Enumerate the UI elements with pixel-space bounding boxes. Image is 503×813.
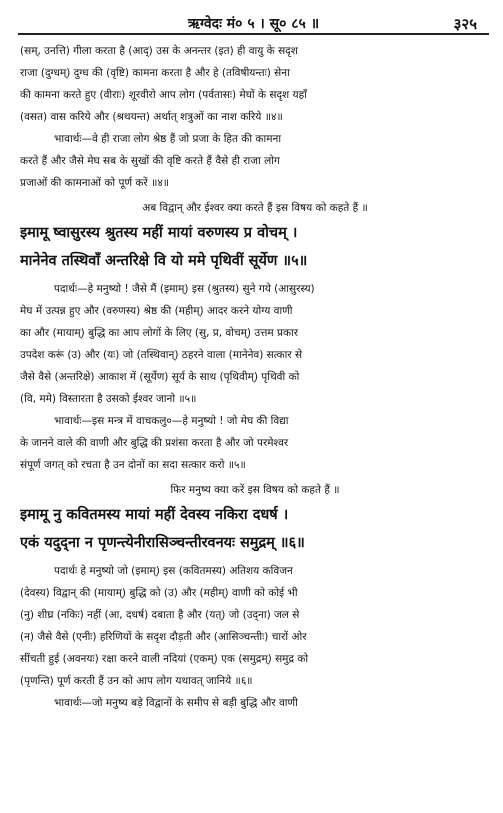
text-line: (नु) शीघ्र (नकिः) नहीं (आ, दधर्ष) दबाता है और (यत्) जो (उद्ना) जल से [20, 609, 300, 621]
bhavartha-line: भावार्थः—वे ही राजा लोग श्रेष्ठ हैं जो प्रजा के हित की कामना [54, 133, 282, 145]
page-number: ३२५ [453, 15, 477, 33]
page-body [20, 40, 490, 714]
page-header [0, 6, 503, 36]
text-line: (देवस्य) विद्वान् की (मायाम्) बुद्धि को (उ) और (महीम्) वाणी को कोई भी [20, 587, 298, 599]
text-line: (पृणन्ति) पूर्ण करती हैं उन को आप लोग यथावत् जानिये ॥६॥ [20, 675, 253, 687]
section-intro: फिर मनुष्य क्या करें इस विषय को कहते हैं ॥ [170, 484, 340, 496]
text-line: उपदेश करूं (उ) और (यः) जो (तस्थिवान्) ठहरने वाला (मानेनेव) सत्कार से [20, 349, 303, 361]
text-line: का और (मायाम्) बुद्धि का आप लोगों के लिए (सु, प्र, वोचम्) उत्तम प्रकार [20, 327, 299, 339]
text-line: (वि, ममे) विस्तारता है उसको ईश्वर जानो ॥५॥ [20, 393, 197, 405]
running-title: ऋग्वेदः मं० ५ । सू० ८५ ॥ [188, 16, 320, 32]
mantra-line: एकं यदुद्ना न पृणन्त्येनीरासिञ्चन्तीरवनयः समुद्रम् ॥६॥ [20, 535, 305, 551]
text-line: (सम्, उनत्ति) गीला करता है (आद्) उस के अनन्तर (इत) ही वायु के सदृश [20, 45, 298, 57]
text-line: प्रजाओं की कामनाओं को पूर्ण करें ॥४॥ [20, 177, 170, 189]
padartha-line: पदार्थः हे मनुष्यो जो (इमाम्) इस (कवितमस्य) अतिशय कविजन [54, 565, 293, 577]
text-line: के जानने वाले की वाणी और बुद्धि की प्रशंसा करता है और जो परमेश्वर [20, 437, 289, 449]
text-line: सींचती हुई (अवनयः) रक्षा करने वाली नदियां (एकम्) एक (समुद्रम्) समुद्र को [20, 653, 309, 665]
text-line: की कामना करते हुए (वीराः) शूरवीरो आप लोग (पर्वतासः) मेघों के सदृश यहाँ [20, 89, 307, 101]
text-line: (न) जैसे वैसे (एनीः) हरिणियों के सदृश दौड़ती और (आसिञ्चन्तीः) चारों ओर [20, 631, 307, 643]
mantra-line: इमामू नु कवितमस्य मायां महीं देवस्य नकिरा दधर्ष । [20, 507, 289, 523]
text-line: करते हैं और जैसे मेघ सब के सुखों की वृष्टि करते हैं वैसे ही राजा लोग [20, 155, 280, 167]
text-line: राजा (दुग्धम्) दुग्ध की (वृष्टि) कामना करता है और हे (तविषीयन्तः) सेना [20, 67, 290, 79]
header-rule [18, 33, 489, 35]
mantra-line: इमामू ष्वासुरस्य श्रुतस्य महीं मायां वरुणस्य प्र वोचम् । [20, 225, 298, 241]
mantra-line: मानेनेव तस्थिवाँ अन्तरिक्षे वि यो ममे पृथिवीं सूर्येण ॥५॥ [20, 253, 308, 269]
text-line: जैसे वैसे (अन्तरिक्षे) आकाश में (सूर्येण) सूर्य के साथ (पृथिवीम्) पृथिवी को [20, 371, 300, 383]
bhavartha-line: भावार्थः—जो मनुष्य बड़े विद्वानों के समीप से बड़ी बुद्धि और वाणी [54, 697, 298, 709]
text-line: (वसत) वास करिये और (श्रथयन्त) अर्थात् शत्रुओं का नाश करिये ॥४॥ [20, 111, 283, 123]
padartha-line: पदार्थः—हे मनुष्यो ! जैसे मैं (इमाम्) इस (श्रुतस्य) सुने गये (आसुरस्य) [54, 283, 315, 295]
text-line: मेघ में उत्पन्न हुए और (वरुणस्य) श्रेष्ठ की (महीम्) आदर करने योग्य वाणी [20, 305, 293, 317]
section-intro: अब विद्वान् और ईश्वर क्या करते हैं इस विषय को कहते हैं ॥ [142, 202, 368, 214]
text-line: संपूर्ण जगत् को रचता है उन दोनों का सदा सत्कार करो ॥५॥ [20, 459, 246, 471]
bhavartha-line: भावार्थः—इस मन्त्र में वाचकलु०—हे मनुष्यो ! जो मेघ की विद्या [54, 415, 289, 427]
